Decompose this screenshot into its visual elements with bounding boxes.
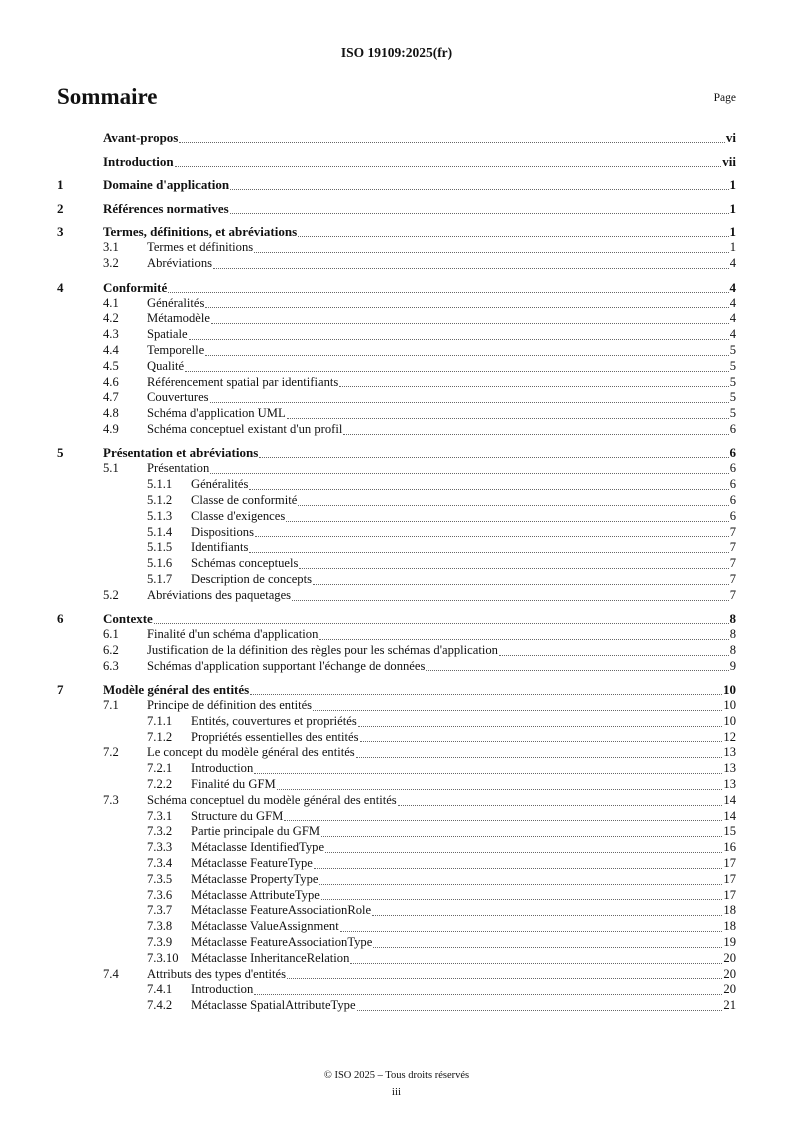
toc-entry-page: 1 [729,177,736,193]
toc-leader-dots [358,726,723,727]
toc-entry[interactable] [57,154,736,170]
toc-entry[interactable] [57,509,736,525]
toc-leader-dots [249,552,728,553]
toc-leader-dots [298,236,728,237]
toc-leader-dots [299,568,728,569]
toc-entry-page: 1 [729,224,736,240]
toc-entry[interactable] [57,714,736,730]
toc-entry-title: Propriétés essentielles des entités [191,729,359,744]
toc-entry-page: 17 [723,887,736,902]
toc-entry-page: 7 [729,587,736,602]
toc-leader-dots [205,355,729,356]
toc-entry-number: 4.7 [103,390,119,405]
toc-entry-title: Métamodèle [147,311,210,326]
toc-entry-page: 9 [729,658,736,673]
toc-leader-dots [249,489,728,490]
toc-entry-page: 1 [729,240,736,255]
toc-entry-title: Finalité d'un schéma d'application [147,627,319,642]
toc-leader-dots [250,694,722,695]
toc-entry-page: 5 [729,390,736,405]
toc-entry[interactable] [57,493,736,509]
toc-entry-page: 15 [723,824,736,839]
toc-entry-title: Références normatives [103,200,229,216]
toc-entry-page: 5 [729,342,736,357]
toc-entry[interactable] [57,540,736,556]
toc-entry-number: 7.2.2 [147,777,173,792]
toc-leader-dots [210,473,728,474]
toc-entry[interactable] [57,777,736,793]
toc-entry-page: 17 [723,856,736,871]
toc-entry-number: 4.5 [103,358,119,373]
toc-entry-page: 19 [723,935,736,950]
toc-leader-dots [314,868,723,869]
toc-leader-dots [321,836,722,837]
toc-entry[interactable] [57,809,736,825]
toc-leader-dots [175,166,722,167]
toc-leader-dots [339,386,728,387]
toc-entry-title: Avant-propos [103,130,179,145]
page-column-label: Page [713,92,736,104]
toc-entry-title: Métaclasse AttributeType [191,887,320,902]
toc-entry-title: Métaclasse FeatureType [191,856,313,871]
toc-entry-title: Qualité [147,358,185,373]
toc-entry-page: 10 [723,713,736,728]
toc-entry[interactable] [57,643,736,659]
toc-leader-dots [254,252,729,253]
toc-leader-dots [185,371,729,372]
toc-entry-title: Introduction [103,153,174,169]
toc-entry[interactable] [57,903,736,919]
toc-entry-number: 7.1 [103,698,119,713]
toc-entry-number: 3 [57,224,64,240]
toc-entry[interactable] [57,461,736,477]
toc-entry-title: Justification de la définition des règles pour les schémas d'application [147,642,498,657]
toc-entry-number: 4.9 [103,421,119,436]
toc-entry-title: Couvertures [147,390,209,405]
toc-leader-dots [360,741,723,742]
toc-entry-page: 8 [729,627,736,642]
toc-leader-dots [287,418,729,419]
toc-entry[interactable] [57,761,736,777]
toc-entry-number: 6.2 [103,642,119,657]
toc-entry-number: 7.1.1 [147,713,173,728]
toc-entry-number: 3.2 [103,256,119,271]
toc-entry-title: Termes et définitions [147,240,254,255]
toc-entry-title: Métaclasse PropertyType [191,871,319,886]
toc-entry-page: 20 [723,966,736,981]
toc-entry-page: 5 [729,374,736,389]
toc-entry-title: Schéma conceptuel du modèle général des entités [147,792,397,807]
toc-entry[interactable] [57,840,736,856]
toc-entry-title: Schéma d'application UML [147,406,286,421]
toc-entry-page: 13 [723,761,736,776]
toc-entry-page: 4 [729,256,736,271]
toc-leader-dots [313,584,729,585]
toc-entry-title: Schémas d'application supportant l'échange de données [147,658,426,673]
toc-entry-title: Structure du GFM [191,808,284,823]
toc-entry-number: 5.1 [103,461,119,476]
toc-entry-page: 4 [729,279,736,295]
toc-entry-title: Termes, définitions, et abréviations [103,224,298,240]
toc-entry-number: 7.3.5 [147,871,173,886]
toc-leader-dots [372,915,722,916]
toc-entry-page: 21 [723,998,736,1013]
toc-leader-dots [277,789,723,790]
toc-entry-title: Abréviations des paquetages [147,587,292,602]
toc-entry[interactable] [57,477,736,493]
toc-leader-dots [343,434,728,435]
toc-entry-title: Métaclasse FeatureAssociationType [191,935,373,950]
toc-entry-page: 6 [729,461,736,476]
toc-entry[interactable] [57,256,736,272]
toc-entry-page: 18 [723,919,736,934]
toc-entry[interactable] [57,698,736,714]
toc-leader-dots [319,884,722,885]
toc-entry-page: 18 [723,903,736,918]
copyright-notice: © ISO 2025 – Tous droits réservés [323,1070,470,1081]
toc-entry-title: Abréviations [147,256,213,271]
toc-leader-dots [373,947,722,948]
toc-entry-number: 4 [57,279,64,295]
toc-entry[interactable] [57,422,736,438]
toc-entry-page: 20 [723,950,736,965]
toc-entry-title: Introduction [191,982,254,997]
toc-entry-page: 13 [723,745,736,760]
toc-entry-page: 10 [723,682,736,698]
toc-leader-dots [426,670,728,671]
toc-leader-dots [313,710,722,711]
toc-entry[interactable] [57,201,736,217]
toc-entry-page: 1 [729,200,736,216]
toc-entry-page: 7 [729,571,736,586]
toc-entry-number: 4.1 [103,295,119,310]
toc-leader-dots [230,213,729,214]
toc-leader-dots [254,994,722,995]
toc-entry-page: vii [722,153,736,169]
toc-entry-number: 7.3 [103,792,119,807]
toc-entry-title: Attributs des types d'entités [147,966,287,981]
toc-entry-title: Dispositions [191,524,254,539]
toc-entry-title: Schémas conceptuels [191,556,299,571]
toc-entry[interactable] [57,224,736,240]
toc-entry-title: Partie principale du GFM [191,824,321,839]
toc-entry-number: 6.3 [103,658,119,673]
toc-entry[interactable] [57,856,736,872]
toc-entry-number: 5.1.1 [147,477,173,492]
toc-leader-dots [259,457,728,458]
toc-leader-dots [325,852,722,853]
toc-entry[interactable] [57,327,736,343]
toc-entry-title: Schéma conceptuel existant d'un profil [147,421,343,436]
toc-entry-title: Entités, couvertures et propriétés [191,713,357,728]
toc-entry-page: 7 [729,556,736,571]
toc-leader-dots [205,307,728,308]
toc-entry[interactable] [57,588,736,604]
toc-entry[interactable] [57,240,736,256]
toc-entry-title: Métaclasse ValueAssignment [191,919,339,934]
toc-entry-number: 7 [57,682,64,698]
toc-entry[interactable] [57,745,736,761]
toc-entry[interactable] [57,627,736,643]
toc-entry[interactable] [57,280,736,296]
toc-entry[interactable] [57,659,736,675]
toc-entry-title: Métaclasse FeatureAssociationRole [191,903,372,918]
toc-entry-title: Métaclasse IdentifiedType [191,840,325,855]
toc-entry-page: 4 [729,295,736,310]
toc-entry-title: Généralités [147,295,205,310]
toc-entry-title: Finalité du GFM [191,777,276,792]
toc-entry-title: Principe de définition des entités [147,698,313,713]
toc-entry[interactable] [57,967,736,983]
toc-entry[interactable] [57,611,736,627]
toc-leader-dots [287,978,722,979]
table-of-contents [57,130,736,1014]
toc-entry-number: 4.2 [103,311,119,326]
toc-entry-number: 7.4 [103,966,119,981]
toc-entry[interactable] [57,375,736,391]
toc-entry-page: 6 [729,421,736,436]
toc-entry-page: 12 [723,729,736,744]
toc-leader-dots [179,142,725,143]
toc-entry-title: Introduction [191,761,254,776]
toc-entry-number: 5.2 [103,587,119,602]
toc-entry-title: Temporelle [147,342,205,357]
toc-entry-number: 5.1.2 [147,492,173,507]
toc-entry[interactable] [57,556,736,572]
toc-entry-page: 7 [729,524,736,539]
toc-entry[interactable] [57,359,736,375]
toc-entry-number: 7.3.8 [147,919,173,934]
toc-entry-title: Contexte [103,611,153,627]
toc-leader-dots [398,805,723,806]
toc-entry-number: 4.8 [103,406,119,421]
toc-entry-number: 7.4.1 [147,982,173,997]
toc-entry-number: 7.4.2 [147,998,173,1013]
toc-entry[interactable] [57,793,736,809]
toc-entry[interactable] [57,919,736,935]
toc-leader-dots [189,339,729,340]
toc-entry[interactable] [57,311,736,327]
toc-entry-title: Référencement spatial par identifiants [147,374,339,389]
toc-entry-number: 5 [57,445,64,461]
toc-entry-number: 7.3.10 [147,950,179,965]
toc-leader-dots [357,1010,723,1011]
toc-entry-page: 14 [723,808,736,823]
toc-entry-page: 7 [729,540,736,555]
toc-entry-number: 2 [57,200,64,216]
toc-entry-number: 1 [57,177,64,193]
toc-leader-dots [321,899,723,900]
toc-leader-dots [319,639,728,640]
page-number: iii [391,1086,402,1098]
toc-entry-number: 7.3.9 [147,935,173,950]
toc-entry-number: 7.3.7 [147,903,173,918]
toc-entry-number: 4.3 [103,327,119,342]
toc-entry-title: Description de concepts [191,571,312,586]
toc-entry-page: vi [725,130,736,145]
toc-entry-title: Présentation [147,461,210,476]
toc-entry[interactable] [57,935,736,951]
toc-entry[interactable] [57,406,736,422]
toc-entry-title: Modèle général des entités [103,682,250,698]
toc-leader-dots [210,402,729,403]
toc-entry-number: 6.1 [103,627,119,642]
toc-leader-dots [340,931,723,932]
toc-entry[interactable] [57,343,736,359]
toc-entry-page: 6 [729,477,736,492]
toc-leader-dots [350,963,722,964]
toc-entry-number: 5.1.3 [147,508,173,523]
toc-entry[interactable] [57,998,736,1014]
toc-entry-title: Domaine d'application [103,177,230,193]
toc-entry[interactable] [57,730,736,746]
toc-entry-title: Spatiale [147,327,188,342]
toc-entry-number: 4.6 [103,374,119,389]
toc-entry-title: Métaclasse SpatialAttributeType [191,998,356,1013]
toc-entry-number: 4.4 [103,342,119,357]
toc-entry-title: Identifiants [191,540,249,555]
toc-entry-page: 10 [723,698,736,713]
toc-entry-page: 14 [723,792,736,807]
toc-entry-number: 7.1.2 [147,729,173,744]
toc-leader-dots [255,536,729,537]
toc-leader-dots [284,820,722,821]
toc-entry-page: 8 [729,642,736,657]
toc-leader-dots [230,189,728,190]
toc-entry-title: Métaclasse InheritanceRelation [191,950,350,965]
toc-entry[interactable] [57,390,736,406]
toc-entry-page: 13 [723,777,736,792]
toc-entry-page: 8 [729,611,736,627]
toc-entry-title: Le concept du modèle général des entités [147,745,355,760]
toc-entry[interactable] [57,296,736,312]
toc-entry[interactable] [57,982,736,998]
toc-leader-dots [213,268,729,269]
toc-entry[interactable] [57,445,736,461]
toc-entry-number: 5.1.4 [147,524,173,539]
toc-entry-number: 7.2 [103,745,119,760]
toc-leader-dots [286,521,728,522]
toc-leader-dots [211,323,729,324]
toc-entry-number: 7.3.6 [147,887,173,902]
toc-leader-dots [254,773,722,774]
toc-entry-title: Présentation et abréviations [103,445,259,461]
toc-entry-page: 5 [729,358,736,373]
toc-entry[interactable] [57,872,736,888]
toc-leader-dots [499,655,729,656]
toc-entry[interactable] [57,572,736,588]
toc-entry[interactable] [57,177,736,193]
toc-entry-page: 6 [729,492,736,507]
toc-entry-number: 7.3.3 [147,840,173,855]
page-title: Sommaire [57,84,158,109]
toc-entry-number: 5.1.6 [147,556,173,571]
toc-entry[interactable] [57,682,736,698]
toc-entry-page: 4 [729,311,736,326]
toc-leader-dots [292,600,729,601]
toc-entry-page: 17 [723,871,736,886]
toc-entry-number: 7.3.4 [147,856,173,871]
toc-leader-dots [168,292,728,293]
toc-entry-page: 16 [723,840,736,855]
toc-entry-number: 5.1.7 [147,571,173,586]
toc-entry[interactable] [57,525,736,541]
toc-leader-dots [356,757,723,758]
toc-entry-page: 6 [729,508,736,523]
toc-entry-title: Classe d'exigences [191,508,286,523]
toc-entry[interactable] [57,130,736,146]
toc-entry-number: 3.1 [103,240,119,255]
toc-entry-title: Généralités [191,477,249,492]
toc-entry-title: Classe de conformité [191,492,298,507]
document-header: ISO 19109:2025(fr) [340,45,453,60]
toc-entry[interactable] [57,824,736,840]
toc-entry-number: 7.3.2 [147,824,173,839]
toc-leader-dots [298,505,728,506]
toc-entry-number: 7.2.1 [147,761,173,776]
toc-entry-number: 5.1.5 [147,540,173,555]
toc-entry[interactable] [57,888,736,904]
toc-leader-dots [154,623,729,624]
toc-entry-page: 20 [723,982,736,997]
toc-entry-page: 4 [729,327,736,342]
toc-entry-number: 6 [57,611,64,627]
toc-entry-page: 5 [729,406,736,421]
toc-entry[interactable] [57,951,736,967]
toc-entry-page: 6 [729,445,736,461]
toc-entry-number: 7.3.1 [147,808,173,823]
toc-entry-title: Conformité [103,279,168,295]
